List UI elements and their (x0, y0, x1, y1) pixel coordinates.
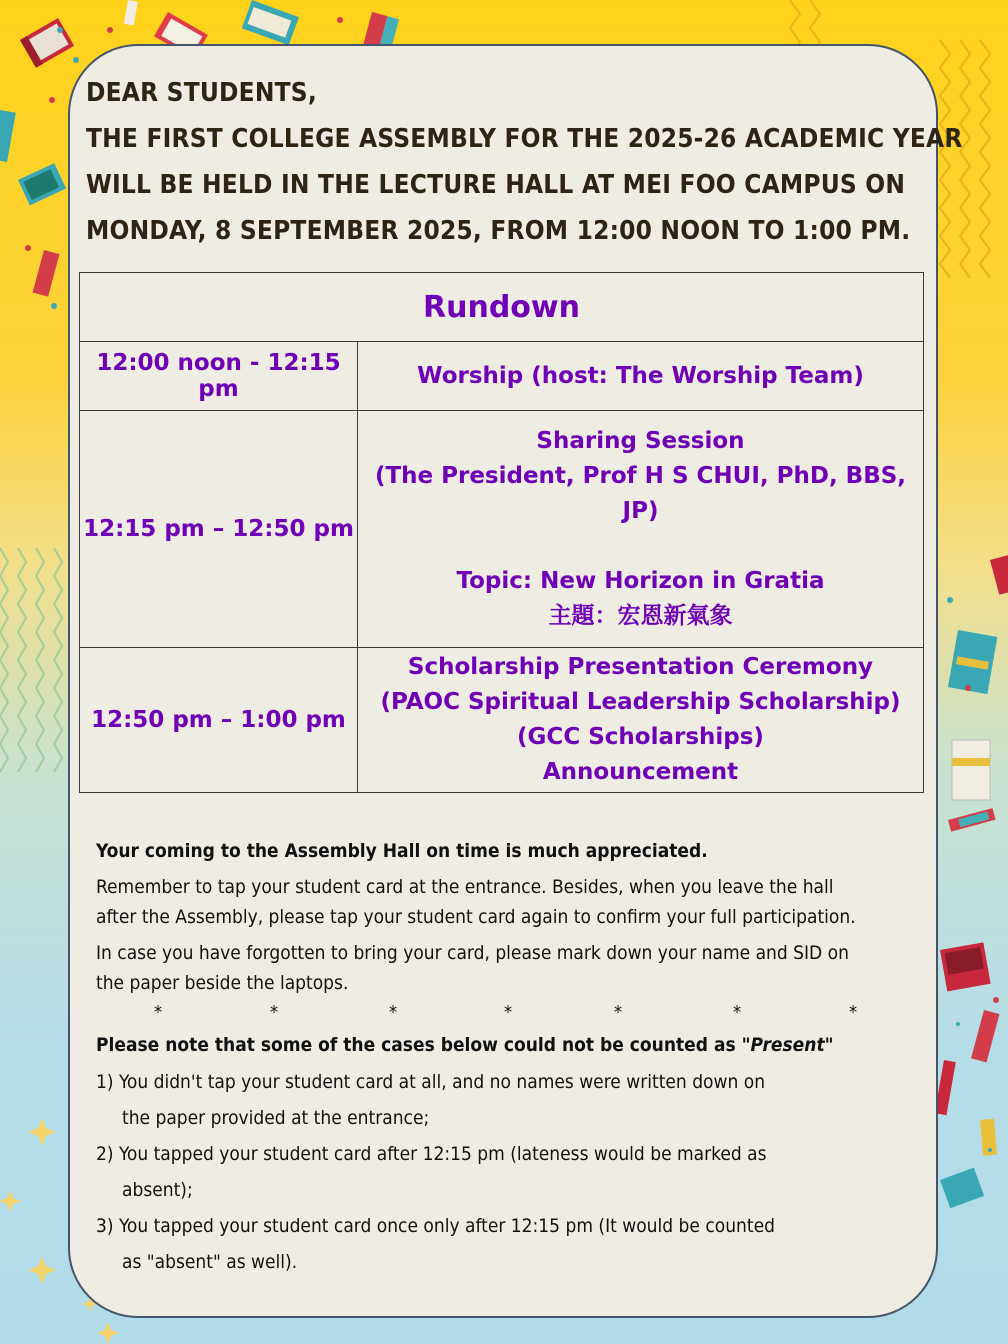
book-icon (971, 1010, 999, 1062)
book-icon (940, 1168, 984, 1209)
list-item-line: as "absent" as well). (122, 1251, 298, 1273)
table-row (80, 342, 924, 411)
headline-line: WILL BE HELD IN THE LECTURE HALL AT MEI FOO CAMPUS ON (86, 170, 906, 200)
book-icon (948, 630, 997, 694)
notes-paragraph-line: Remember to tap your student card at the entrance. Besides, when you leave the hall (96, 876, 834, 898)
list-item-line: 2) You tapped your student card after 12:15 pm (lateness would be marked as (96, 1143, 767, 1165)
list-item-line: 1) You didn't tap your student card at all, and no names were written down on (96, 1071, 766, 1093)
book-icon (18, 163, 66, 205)
note-cases-heading-text: Please note that some of the cases below could not be counted as (96, 1034, 742, 1056)
activity-line: 主題：宏恩新氣象 (548, 603, 733, 629)
book-icon (33, 250, 60, 297)
rundown-activity (358, 342, 924, 411)
activity-line: Worship (host: The Worship Team) (417, 362, 864, 389)
list-item (96, 1136, 926, 1208)
separator-stars (96, 998, 926, 1028)
rundown-activity (358, 648, 924, 793)
rundown-activity (358, 411, 924, 648)
activity-line: Sharing Session (536, 428, 745, 454)
table-row (80, 648, 924, 793)
notes-heading: Your coming to the Assembly Hall on time is much appreciated. (96, 840, 708, 862)
activity-line: (The President, Prof H S CHUI, PhD, BBS, JP) (374, 463, 907, 524)
notes-paragraph-line: In case you have forgotten to bring your card, please mark down your name and SID on (96, 942, 849, 964)
book-icon (242, 0, 299, 45)
headline-line: DEAR STUDENTS, (86, 78, 317, 108)
rundown-table (79, 272, 924, 793)
book-icon (948, 808, 996, 831)
list-item-line: absent); (122, 1179, 193, 1201)
activity-line: Scholarship Presentation Ceremony (407, 654, 874, 680)
book-icon (0, 110, 16, 162)
rundown-time: 12:50 pm – 1:00 pm (80, 648, 358, 793)
book-icon (952, 740, 990, 800)
activity-line: Announcement (542, 759, 739, 785)
announcement-headline (86, 70, 966, 254)
book-icon (124, 0, 138, 25)
separator-star: * (733, 1002, 742, 1023)
table-row (80, 411, 924, 648)
book-icon (20, 18, 74, 68)
rundown-title: Rundown (80, 273, 924, 342)
activity-line: (GCC Scholarships) (517, 724, 764, 750)
notes-paragraph-line: the paper beside the laptops. (96, 972, 349, 994)
headline-line: THE FIRST COLLEGE ASSEMBLY FOR THE 2025-26 ACADEMIC YEAR (86, 124, 963, 154)
note-cases-heading (96, 1030, 926, 1060)
book-icon (940, 942, 991, 991)
rundown-time: 12:00 noon - 12:15 pm (80, 342, 358, 411)
book-icon (990, 552, 1008, 595)
separator-star: * (504, 1002, 513, 1023)
activity-line: (PAOC Spiritual Leadership Scholarship) (380, 689, 901, 715)
rundown-time: 12:15 pm – 12:50 pm (80, 411, 358, 648)
separator-star: * (849, 1002, 858, 1023)
headline-line: MONDAY, 8 SEPTEMBER 2025, FROM 12:00 NOON TO 1:00 PM. (86, 216, 911, 246)
list-item-line: the paper provided at the entrance; (122, 1107, 430, 1129)
list-item (96, 1208, 926, 1280)
zigzag-pattern-left-icon (0, 548, 62, 772)
separator-star: * (389, 1002, 398, 1023)
present-label: "Present" (741, 1034, 834, 1056)
separator-star: * (270, 1002, 279, 1023)
notes-section (96, 836, 926, 1280)
separator-star: * (614, 1002, 623, 1023)
separator-star: * (154, 1002, 163, 1023)
notes-paragraph-line: after the Assembly, please tap your student card again to confirm your full participation. (96, 906, 856, 928)
activity-line: Topic: New Horizon in Gratia (456, 568, 825, 594)
list-item (96, 1064, 926, 1136)
list-item-line: 3) You tapped your student card once only after 12:15 pm (It would be counted (96, 1215, 775, 1237)
